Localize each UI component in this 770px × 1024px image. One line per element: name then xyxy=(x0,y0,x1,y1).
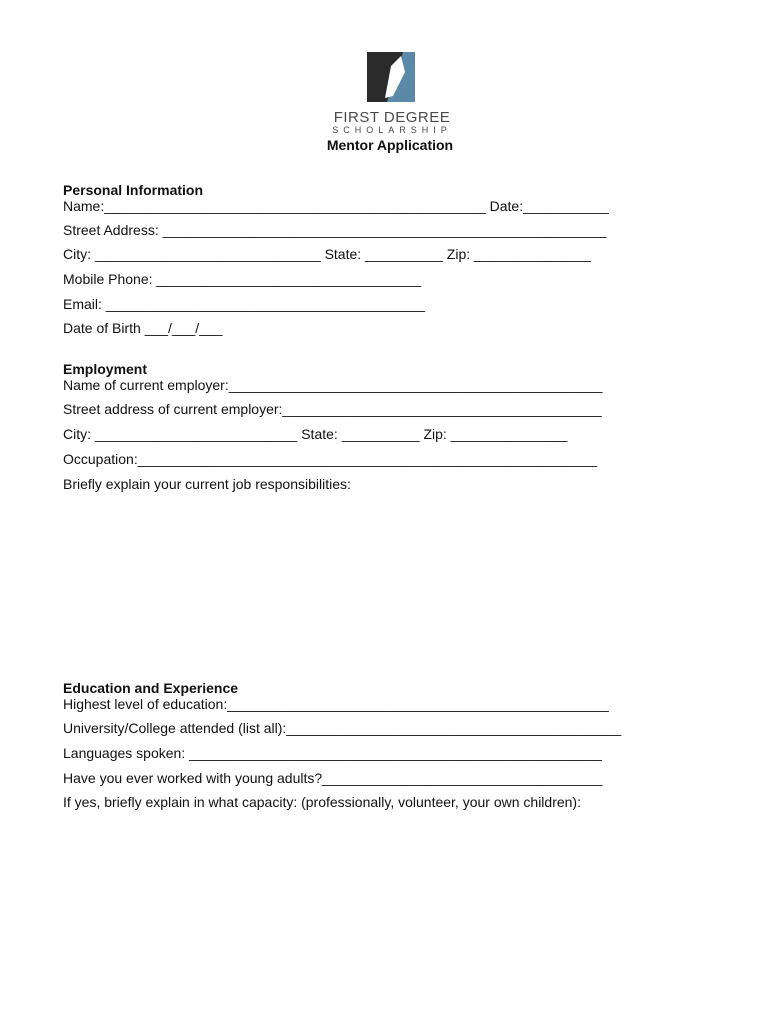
field-occupation[interactable]: Occupation:___________________________________________________________ xyxy=(63,451,598,467)
field-current-employer[interactable]: Name of current employer:________________________________________________ xyxy=(63,377,603,393)
logo-line2: SCHOLARSHIP xyxy=(332,125,452,135)
field-name-date[interactable]: Name:_________________________________________________ Date:___________ xyxy=(63,198,609,214)
field-university-attended[interactable]: University/College attended (list all):___________________________________________ xyxy=(63,720,622,736)
field-email[interactable]: Email: _________________________________________ xyxy=(63,296,426,312)
field-date-of-birth[interactable]: Date of Birth ___/___/___ xyxy=(63,320,223,336)
field-mobile-phone[interactable]: Mobile Phone: __________________________________ xyxy=(63,271,422,287)
field-employer-city-state-zip[interactable]: City: __________________________ State: __________ Zip: _______________ xyxy=(63,426,568,442)
field-street-address[interactable]: Street Address: _________________________________________________________ xyxy=(63,222,607,238)
field-employer-street[interactable]: Street address of current employer:_________________________________________ xyxy=(63,401,602,417)
field-highest-education[interactable]: Highest level of education:_________________________________________________ xyxy=(63,696,609,712)
prompt-explain-capacity: If yes, briefly explain in what capacity: (professionally, volunteer, your own children): xyxy=(63,794,581,810)
page-title: Mentor Application xyxy=(326,137,454,153)
section-heading-education: Education and Experience xyxy=(63,680,239,696)
section-heading-employment: Employment xyxy=(63,361,148,377)
field-city-state-zip[interactable]: City: _____________________________ State: __________ Zip: _______________ xyxy=(63,246,591,262)
first-degree-logo xyxy=(330,52,454,140)
logo-mark-icon xyxy=(367,52,417,104)
section-heading-personal: Personal Information xyxy=(63,182,204,198)
field-worked-young-adults[interactable]: Have you ever worked with young adults?____________________________________ xyxy=(63,770,603,786)
field-languages-spoken[interactable]: Languages spoken: _____________________________________________________ xyxy=(63,745,602,761)
logo-line1: FIRST DEGREE xyxy=(333,109,451,126)
prompt-job-responsibilities: Briefly explain your current job responsibilities: xyxy=(63,476,351,492)
